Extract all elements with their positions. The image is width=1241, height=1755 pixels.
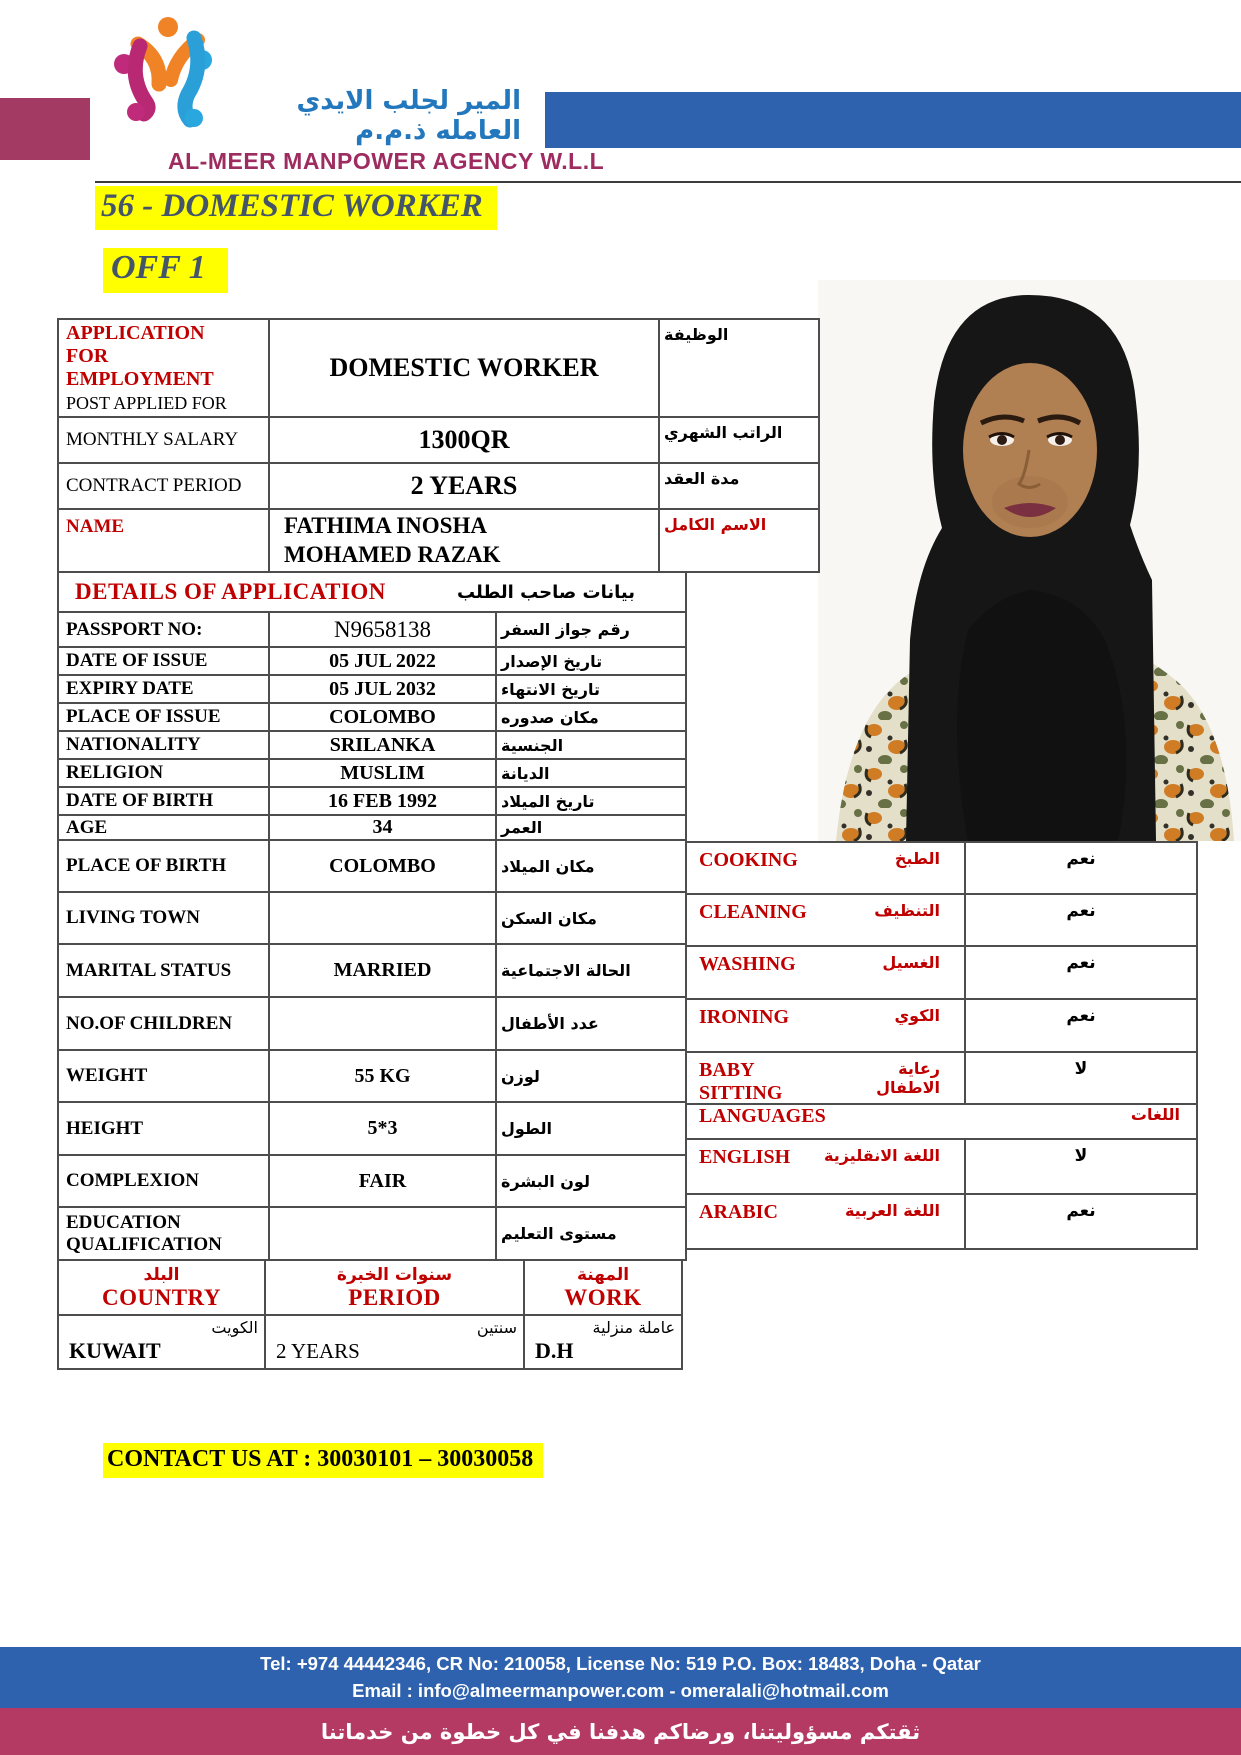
skill-label-english bbox=[685, 1140, 966, 1195]
post-applied-for-label: POST APPLIED FOR bbox=[66, 393, 227, 413]
experience-header-work bbox=[525, 1261, 683, 1316]
detail-label-arabic: تاريخ الإصدار bbox=[497, 648, 687, 676]
skill-label-ironing bbox=[685, 1000, 966, 1053]
detail-value: 05 JUL 2032 bbox=[270, 676, 497, 704]
detail-label: PASSPORT NO: bbox=[59, 613, 270, 648]
experience-work bbox=[525, 1316, 683, 1370]
value-en: KUWAIT bbox=[69, 1338, 161, 1363]
monthly-salary-label: MONTHLY SALARY bbox=[59, 418, 270, 464]
detail-value bbox=[270, 998, 497, 1051]
detail-label-arabic: رقم جواز السفر bbox=[497, 613, 687, 648]
header-en: WORK bbox=[564, 1284, 642, 1310]
detail-label: COMPLEXION bbox=[59, 1156, 270, 1208]
detail-value: MARRIED bbox=[270, 945, 497, 998]
detail-label: EXPIRY DATE bbox=[59, 676, 270, 704]
skill-en: BABY SITTING bbox=[699, 1059, 783, 1104]
contract-period-label: CONTRACT PERIOD bbox=[59, 464, 270, 510]
detail-value bbox=[270, 893, 497, 945]
name-label-arabic: الاسم الكامل bbox=[660, 510, 820, 573]
detail-value: 05 JUL 2022 bbox=[270, 648, 497, 676]
skill-value: نعم bbox=[966, 1195, 1198, 1250]
skill-en: IRONING bbox=[699, 1006, 790, 1028]
detail-label-arabic: العمر bbox=[497, 816, 687, 841]
detail-label-arabic: تاريخ الميلاد bbox=[497, 788, 687, 816]
skill-ar: رعاية الاطفال bbox=[876, 1059, 940, 1097]
name-line1: FATHIMA INOSHA bbox=[284, 512, 487, 538]
skill-en: ENGLISH bbox=[699, 1146, 791, 1168]
detail-label-arabic: مكان الميلاد bbox=[497, 841, 687, 893]
skill-label-cleaning bbox=[685, 895, 966, 947]
detail-value: 34 bbox=[270, 816, 497, 841]
detail-label-arabic: تاريخ الانتهاء bbox=[497, 676, 687, 704]
header-en: COUNTRY bbox=[102, 1284, 221, 1310]
skill-label-washing bbox=[685, 947, 966, 1000]
details-title-arabic: بيانات صاحب الطلب bbox=[456, 581, 635, 603]
detail-label-arabic: مكان السكن bbox=[497, 893, 687, 945]
skill-en: ARABIC bbox=[699, 1201, 778, 1223]
contract-period-value: 2 YEARS bbox=[270, 464, 660, 510]
experience-table bbox=[57, 1261, 685, 1370]
page-title: 56 - DOMESTIC WORKER bbox=[95, 186, 497, 230]
value-en: 2 YEARS bbox=[276, 1339, 360, 1363]
skill-en: CLEANING bbox=[699, 901, 807, 923]
skill-ar: الغسيل bbox=[882, 953, 940, 972]
skill-label-babysitting bbox=[685, 1053, 966, 1105]
skill-en: WASHING bbox=[699, 953, 796, 975]
detail-value: COLOMBO bbox=[270, 704, 497, 732]
detail-label-arabic: الطول bbox=[497, 1103, 687, 1156]
value-ar: سنتين bbox=[476, 1318, 517, 1337]
skill-ar: الكوي bbox=[894, 1006, 940, 1025]
detail-label: PLACE OF ISSUE bbox=[59, 704, 270, 732]
detail-label-arabic: مكان صدوره bbox=[497, 704, 687, 732]
detail-label: DATE OF ISSUE bbox=[59, 648, 270, 676]
detail-value: MUSLIM bbox=[270, 760, 497, 788]
detail-label: NATIONALITY bbox=[59, 732, 270, 760]
experience-period bbox=[266, 1316, 525, 1370]
monthly-salary-value: 1300QR bbox=[270, 418, 660, 464]
detail-label-arabic: الجنسية bbox=[497, 732, 687, 760]
header-ar: سنوات الخبرة bbox=[336, 1264, 453, 1285]
agency-name-arabic: المير لجلب الايدي العامله ذ.م.م bbox=[296, 86, 521, 146]
post-applied-label-arabic: الوظيفة bbox=[660, 320, 820, 418]
footer-slogan-bar bbox=[0, 1708, 1241, 1755]
detail-value: 16 FEB 1992 bbox=[270, 788, 497, 816]
monthly-salary-label-arabic: الراتب الشهري bbox=[660, 418, 820, 464]
skill-label-cooking bbox=[685, 843, 966, 895]
skill-value: لا bbox=[966, 1140, 1198, 1195]
details-title: DETAILS OF APPLICATION bbox=[75, 579, 386, 604]
footer-line2: Email : info@almeermanpower.com - omeralali@hotmail.com bbox=[352, 1679, 889, 1701]
detail-label-arabic: لوزن bbox=[497, 1051, 687, 1103]
footer-slogan-arabic: ثقتكم مسؤوليتنا، ورضاكم هدفنا في كل خطوة من خدماتنا bbox=[320, 1719, 921, 1744]
detail-value: 5*3 bbox=[270, 1103, 497, 1156]
detail-label: EDUCATION QUALIFICATION bbox=[59, 1208, 270, 1261]
skills-table bbox=[685, 841, 1198, 1250]
experience-header-period bbox=[266, 1261, 525, 1316]
post-applied-label bbox=[59, 320, 270, 418]
detail-label-arabic: عدد الأطفال bbox=[497, 998, 687, 1051]
detail-label: RELIGION bbox=[59, 760, 270, 788]
post-applied-value: DOMESTIC WORKER bbox=[270, 320, 660, 418]
skill-label-arabic bbox=[685, 1195, 966, 1250]
footer-contact-bar bbox=[0, 1647, 1241, 1708]
skill-value: نعم bbox=[966, 843, 1198, 895]
skill-ar: التنظيف bbox=[874, 901, 940, 920]
skill-ar: اللغات bbox=[1130, 1105, 1180, 1124]
skill-ar: اللغة العربية bbox=[844, 1201, 940, 1220]
details-section-header bbox=[57, 573, 687, 613]
employment-summary-table bbox=[57, 318, 820, 573]
skill-en: COOKING bbox=[699, 849, 798, 871]
details-table bbox=[57, 613, 687, 1261]
detail-label-arabic: الحالة الاجتماعية bbox=[497, 945, 687, 998]
detail-value bbox=[270, 1208, 497, 1261]
agency-logo-icon bbox=[98, 14, 230, 134]
skill-ar: الطبخ bbox=[894, 849, 940, 868]
header-en: PERIOD bbox=[348, 1284, 441, 1310]
skill-value: لا bbox=[966, 1053, 1198, 1105]
detail-value: COLOMBO bbox=[270, 841, 497, 893]
detail-label: DATE OF BIRTH bbox=[59, 788, 270, 816]
detail-value: FAIR bbox=[270, 1156, 497, 1208]
detail-value: N9658138 bbox=[270, 613, 497, 648]
skill-value: نعم bbox=[966, 947, 1198, 1000]
contract-period-label-arabic: مدة العقد bbox=[660, 464, 820, 510]
maroon-accent-bar bbox=[0, 98, 90, 160]
name-label: NAME bbox=[59, 510, 270, 573]
header-ar: المهنة bbox=[576, 1264, 630, 1285]
skill-ar: اللغة الانقليزية bbox=[824, 1146, 940, 1165]
skill-label-languages bbox=[685, 1105, 1198, 1140]
detail-value: 55 KG bbox=[270, 1051, 497, 1103]
name-line2: MOHAMED RAZAK bbox=[284, 541, 501, 567]
header-ar: البلد bbox=[143, 1264, 180, 1285]
experience-country bbox=[59, 1316, 266, 1370]
skill-value: نعم bbox=[966, 1000, 1198, 1053]
agency-name: AL-MEER MANPOWER AGENCY W.L.L bbox=[168, 148, 605, 174]
detail-label-arabic: الديانة bbox=[497, 760, 687, 788]
applicant-photo bbox=[818, 280, 1241, 841]
skill-value: نعم bbox=[966, 895, 1198, 947]
detail-label: LIVING TOWN bbox=[59, 893, 270, 945]
experience-header-country bbox=[59, 1261, 266, 1316]
detail-label: HEIGHT bbox=[59, 1103, 270, 1156]
value-ar: الكويت bbox=[211, 1318, 258, 1337]
detail-label: NO.OF CHILDREN bbox=[59, 998, 270, 1051]
value-ar: عاملة منزلية bbox=[592, 1318, 675, 1337]
name-value bbox=[270, 510, 660, 573]
detail-label: MARITAL STATUS bbox=[59, 945, 270, 998]
offer-title: OFF 1 bbox=[103, 248, 228, 293]
blue-accent-bar bbox=[545, 92, 1241, 148]
value-en: D.H bbox=[535, 1338, 574, 1363]
detail-label-arabic: لون البشرة bbox=[497, 1156, 687, 1208]
detail-label: WEIGHT bbox=[59, 1051, 270, 1103]
detail-label: AGE bbox=[59, 816, 270, 841]
footer-line1: Tel: +974 44442346, CR No: 210058, License No: 519 P.O. Box: 18483, Doha - Qatar bbox=[260, 1652, 981, 1674]
detail-label-arabic: مستوى التعليم bbox=[497, 1208, 687, 1261]
skill-en: LANGUAGES bbox=[699, 1105, 826, 1127]
detail-value: SRILANKA bbox=[270, 732, 497, 760]
application-for-employment-label: APPLICATION FOR EMPLOYMENT bbox=[66, 322, 214, 390]
detail-label: PLACE OF BIRTH bbox=[59, 841, 270, 893]
contact-line: CONTACT US AT : 30030101 – 30030058 bbox=[103, 1443, 543, 1478]
header-divider bbox=[95, 181, 1241, 183]
